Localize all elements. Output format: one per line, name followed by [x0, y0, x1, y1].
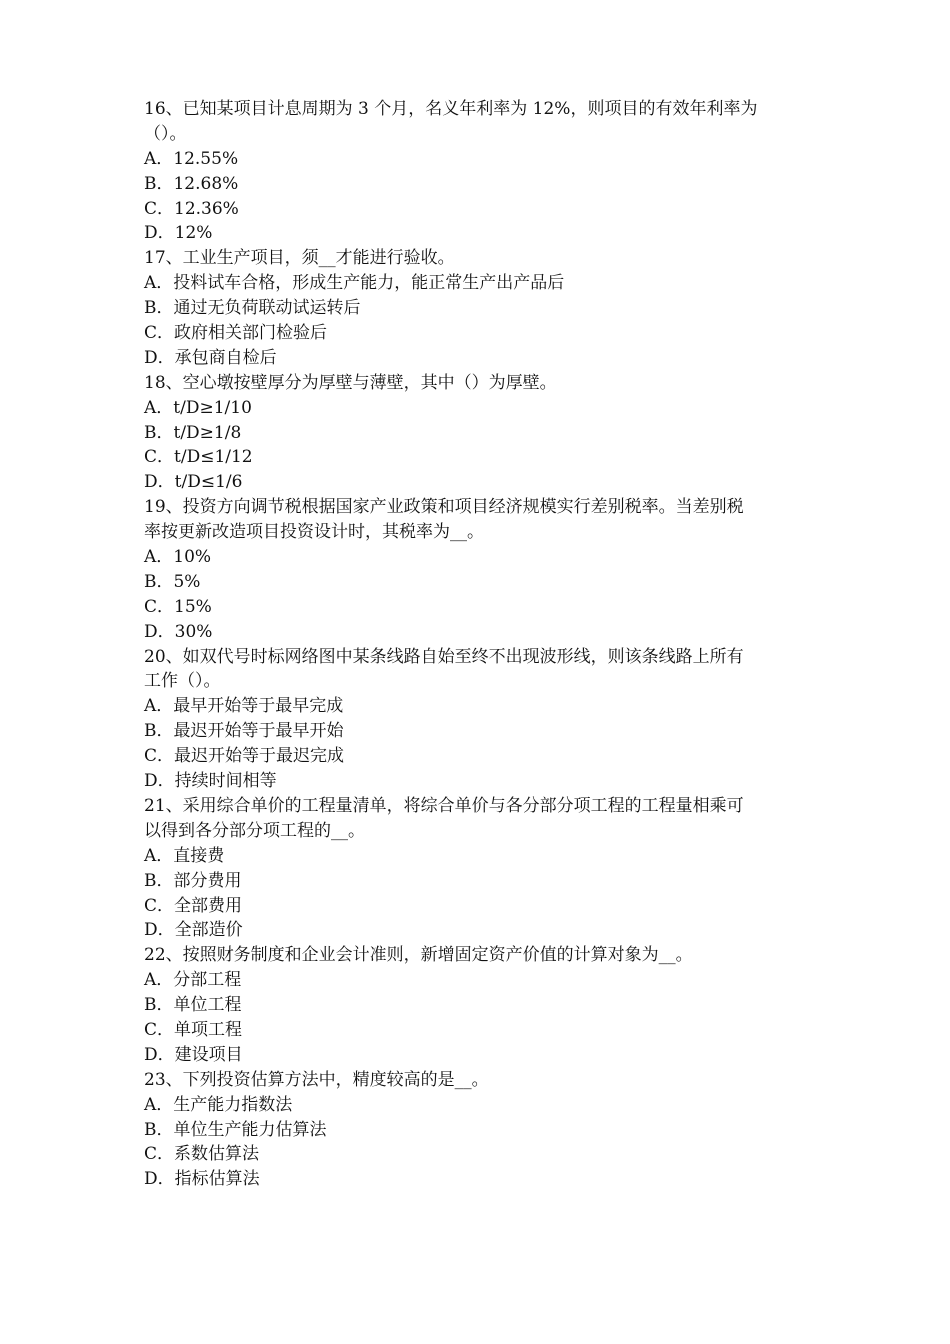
option-c: C．单项工程 [144, 1019, 243, 1040]
question-17 [144, 246, 814, 370]
question-stem-line: 以得到各分部分项工程的__。 [144, 820, 365, 841]
question-stem-line: 16、已知某项目计息周期为 3 个月，名义年利率为 12%，则项目的有效年利率为 [144, 99, 758, 119]
question-stem-line: 23、下列投资估算方法中，精度较高的是__。 [144, 1069, 489, 1090]
option-b: B．单位生产能力估算法 [144, 1119, 327, 1140]
option-d: D．持续时间相等 [144, 771, 277, 792]
option-b: B．t/D≥1/8 [144, 422, 242, 443]
question-stem-line: 17、工业生产项目，须__才能进行验收。 [144, 248, 455, 269]
option-c: C．全部费用 [144, 895, 243, 916]
question-21 [144, 794, 814, 943]
option-c: C．t/D≤1/12 [144, 447, 253, 468]
question-16 [144, 97, 814, 246]
question-20 [144, 645, 814, 794]
option-d: D．全部造价 [144, 920, 243, 941]
question-stem-line: 20、如双代号时标网络图中某条线路自始至终不出现波形线，则该条线路上所有 [144, 646, 744, 667]
question-19 [144, 495, 814, 644]
question-stem-line: 工作（）。 [144, 671, 221, 692]
option-d: D．30% [144, 621, 213, 642]
question-stem-line: 22、按照财务制度和企业会计准则，新增固定资产价值的计算对象为__。 [144, 945, 693, 966]
option-d: D．12% [144, 223, 213, 244]
question-22 [144, 943, 814, 1067]
question-23 [144, 1068, 814, 1192]
question-stem-line: 18、空心墩按壁厚分为厚壁与薄壁，其中（）为厚壁。 [144, 372, 557, 393]
option-b: B．通过无负荷联动试运转后 [144, 298, 361, 319]
option-c: C．政府相关部门检验后 [144, 323, 328, 344]
document-body [144, 97, 814, 1192]
option-a: A．投料试车合格，形成生产能力，能正常生产出产品后 [144, 273, 565, 294]
option-d: D．t/D≤1/6 [144, 472, 243, 493]
option-a: A．直接费 [144, 845, 225, 866]
option-d: D．建设项目 [144, 1044, 243, 1065]
option-c: C．15% [144, 596, 212, 617]
option-b: B．单位工程 [144, 995, 242, 1016]
option-b: B．12.68% [144, 173, 239, 194]
option-a: A．生产能力指数法 [144, 1094, 293, 1115]
option-a: A．分部工程 [144, 970, 242, 991]
option-c: C．12.36% [144, 198, 239, 219]
question-stem-line: 率按更新改造项目投资设计时，其税率为__。 [144, 522, 484, 543]
option-c: C．系数估算法 [144, 1144, 260, 1165]
option-a: A．最早开始等于最早完成 [144, 696, 344, 717]
option-b: B．部分费用 [144, 870, 242, 891]
option-b: B．最迟开始等于最早开始 [144, 721, 344, 742]
option-a: A．12.55% [144, 148, 239, 169]
option-a: A．10% [144, 547, 212, 568]
option-a: A．t/D≥1/10 [144, 397, 252, 418]
option-c: C．最迟开始等于最迟完成 [144, 746, 345, 767]
question-18 [144, 371, 814, 495]
option-b: B．5% [144, 571, 201, 592]
question-stem-line: 21、采用综合单价的工程量清单，将综合单价与各分部分项工程的工程量相乘可 [144, 795, 744, 816]
question-stem-line: 19、投资方向调节税根据国家产业政策和项目经济规模实行差别税率。当差别税 [144, 497, 744, 518]
question-stem-line: （）。 [144, 123, 187, 144]
option-d: D．指标估算法 [144, 1169, 260, 1190]
option-d: D．承包商自检后 [144, 347, 277, 368]
